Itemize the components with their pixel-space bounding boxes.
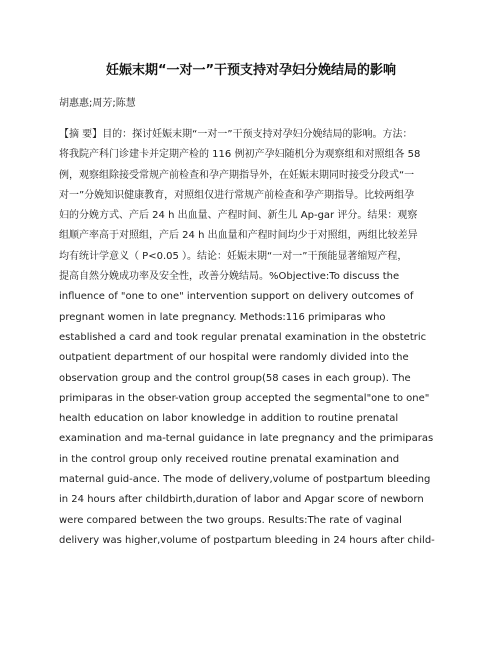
abstract-line: [59, 429, 443, 449]
abstract-line: [59, 511, 443, 531]
abstract-line-text: health education on labor knowledge in addition to routine prenatal: [59, 413, 399, 425]
abstract-line: [59, 328, 443, 348]
abstract-label: 【摘 要】: [59, 129, 103, 140]
abstract-line: [59, 145, 443, 165]
abstract-body: [59, 125, 443, 551]
abstract-line-text: in 24 hours after childbirth,duration of labor and Apgar score of newborn: [59, 494, 424, 506]
abstract-line: [59, 348, 443, 368]
abstract-line-text: 提高自然分娩成功率及安全性，改善分娩结局。%Objective:To discuss the: [59, 271, 400, 283]
abstract-line-text: outpatient department of our hospital were randomly divided into the: [59, 352, 409, 364]
abstract-line-text: examination and ma-ternal guidance in late pregnancy and the primiparas: [59, 433, 434, 445]
abstract-line: [59, 226, 443, 246]
abstract-line-text: delivery was higher,volume of postpartum bleeding in 24 hours after child-: [59, 534, 435, 546]
abstract-line: [59, 531, 443, 551]
abstract-line-text: 将我院产科门诊建卡并定期产检的 116 例初产孕妇随机分为观察组和对照组各 58: [59, 149, 421, 161]
abstract-line-text: 对一”分娩知识健康教育，对照组仅进行常规产前检查和孕产期指导。比较两组孕: [59, 189, 415, 201]
abstract-line-text: 目的：探讨妊娠末期“一对一”干预支持对孕妇分娩结局的影响。方法：: [102, 129, 413, 140]
abstract-line: [59, 450, 443, 470]
abstract-line: [59, 267, 443, 287]
abstract-line-text: primiparas in the obser-vation group accepted the segmental"one to one": [59, 392, 430, 404]
abstract-line-text: pregnant women in late pregnancy. Methods:116 primiparas who: [59, 311, 386, 323]
abstract-line: [59, 470, 443, 490]
abstract-line: [59, 166, 443, 186]
abstract-line-text: established a card and took regular prenatal examination in the obstetric: [59, 331, 427, 343]
abstract-line: [59, 186, 443, 206]
document-title: 妊娠末期“一对一”干预支持对孕妇分娩结局的影响: [105, 63, 397, 78]
abstract-line-text: 均有统计学意义（ P<0.05 ）。结论：妊娠末期“一对一”干预能显著缩短产程，: [59, 250, 408, 262]
abstract-line: [59, 369, 443, 389]
abstract-line-text: were compared between the two groups. Results:The rate of vaginal: [59, 514, 402, 526]
abstract-line: [59, 287, 443, 307]
abstract-line: [59, 206, 443, 226]
abstract-line: [59, 125, 443, 145]
abstract-line-text: 例，观察组除接受常规产前检查和孕产期指导外，在妊娠末期同时接受分段式“一: [59, 169, 415, 181]
abstract-line: [59, 247, 443, 267]
abstract-line: [59, 409, 443, 429]
abstract-line-text: maternal guid-ance. The mode of delivery,volume of postpartum bleeding: [59, 474, 431, 486]
abstract-line-text: 组顺产率高于对照组，产后 24 h 出血量和产程时间均少于对照组，两组比较差异: [59, 230, 418, 242]
abstract-line: [59, 308, 443, 328]
abstract-line: [59, 389, 443, 409]
abstract-line-text: influence of "one to one" intervention support on delivery outcomes of: [59, 291, 414, 303]
abstract-line-text: 妇的分娩方式、产后 24 h 出血量、产程时间、新生儿 Ap-gar 评分。结果：观察: [59, 210, 418, 222]
abstract-line-text: in the control group only received routine prenatal examination and: [59, 453, 400, 465]
abstract-line: [59, 490, 443, 510]
abstract-line-text: observation group and the control group(58 cases in each group). The: [59, 372, 411, 384]
document-authors: 胡惠惠;周芳;陈慧: [59, 98, 136, 109]
